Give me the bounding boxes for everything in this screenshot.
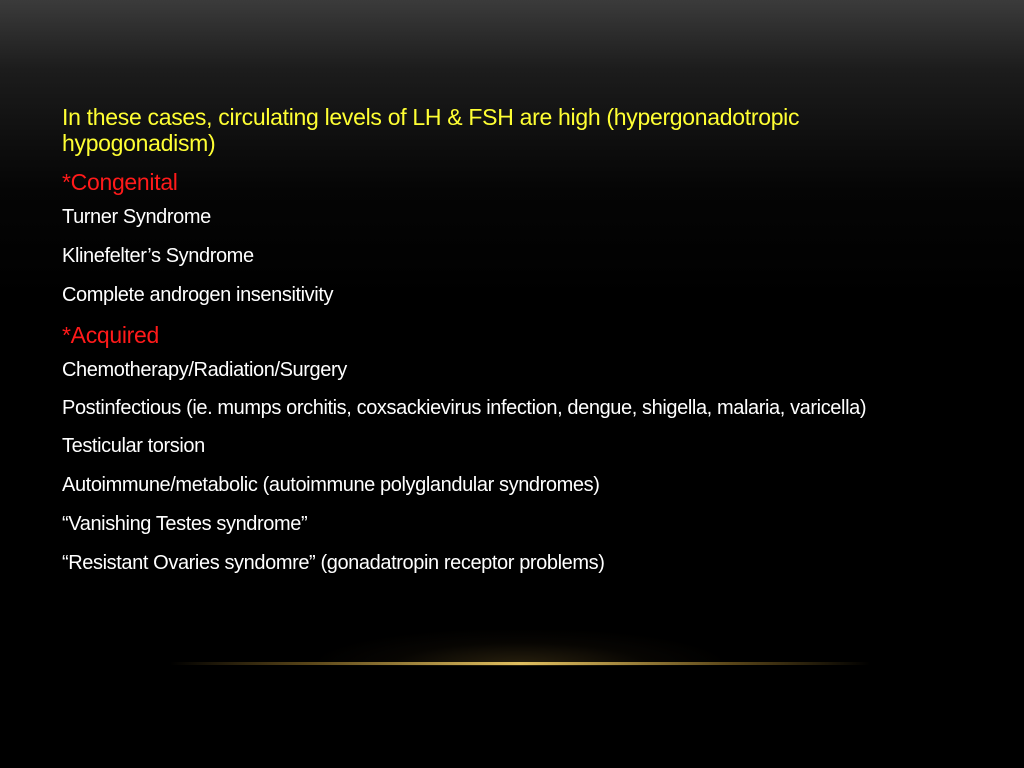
accent-divider-line	[170, 662, 870, 665]
slide-content	[62, 104, 942, 590]
list-item: Chemotherapy/Radiation/Surgery	[62, 359, 347, 381]
list-item: Autoimmune/metabolic (autoimmune polyglandular syndromes)	[62, 474, 600, 496]
list-item: Klinefelter’s Syndrome	[62, 245, 254, 267]
list-item: “Resistant Ovaries syndomre” (gonadatropin receptor problems)	[62, 552, 605, 574]
accent-glow	[320, 630, 720, 666]
list-item: Testicular torsion	[62, 435, 205, 457]
section-heading-congenital: *Congenital	[62, 169, 178, 195]
list-item: Postinfectious (ie. mumps orchitis, coxsackievirus infection, dengue, shigella, malaria, varicella)	[62, 397, 867, 419]
list-item: “Vanishing Testes syndrome”	[62, 513, 308, 535]
section-heading-acquired: *Acquired	[62, 322, 160, 348]
intro-text: In these cases, circulating levels of LH & FSH are high (hypergonadotropic hypogonadism)	[62, 104, 800, 156]
list-item: Complete androgen insensitivity	[62, 284, 334, 306]
list-item: Turner Syndrome	[62, 206, 211, 228]
